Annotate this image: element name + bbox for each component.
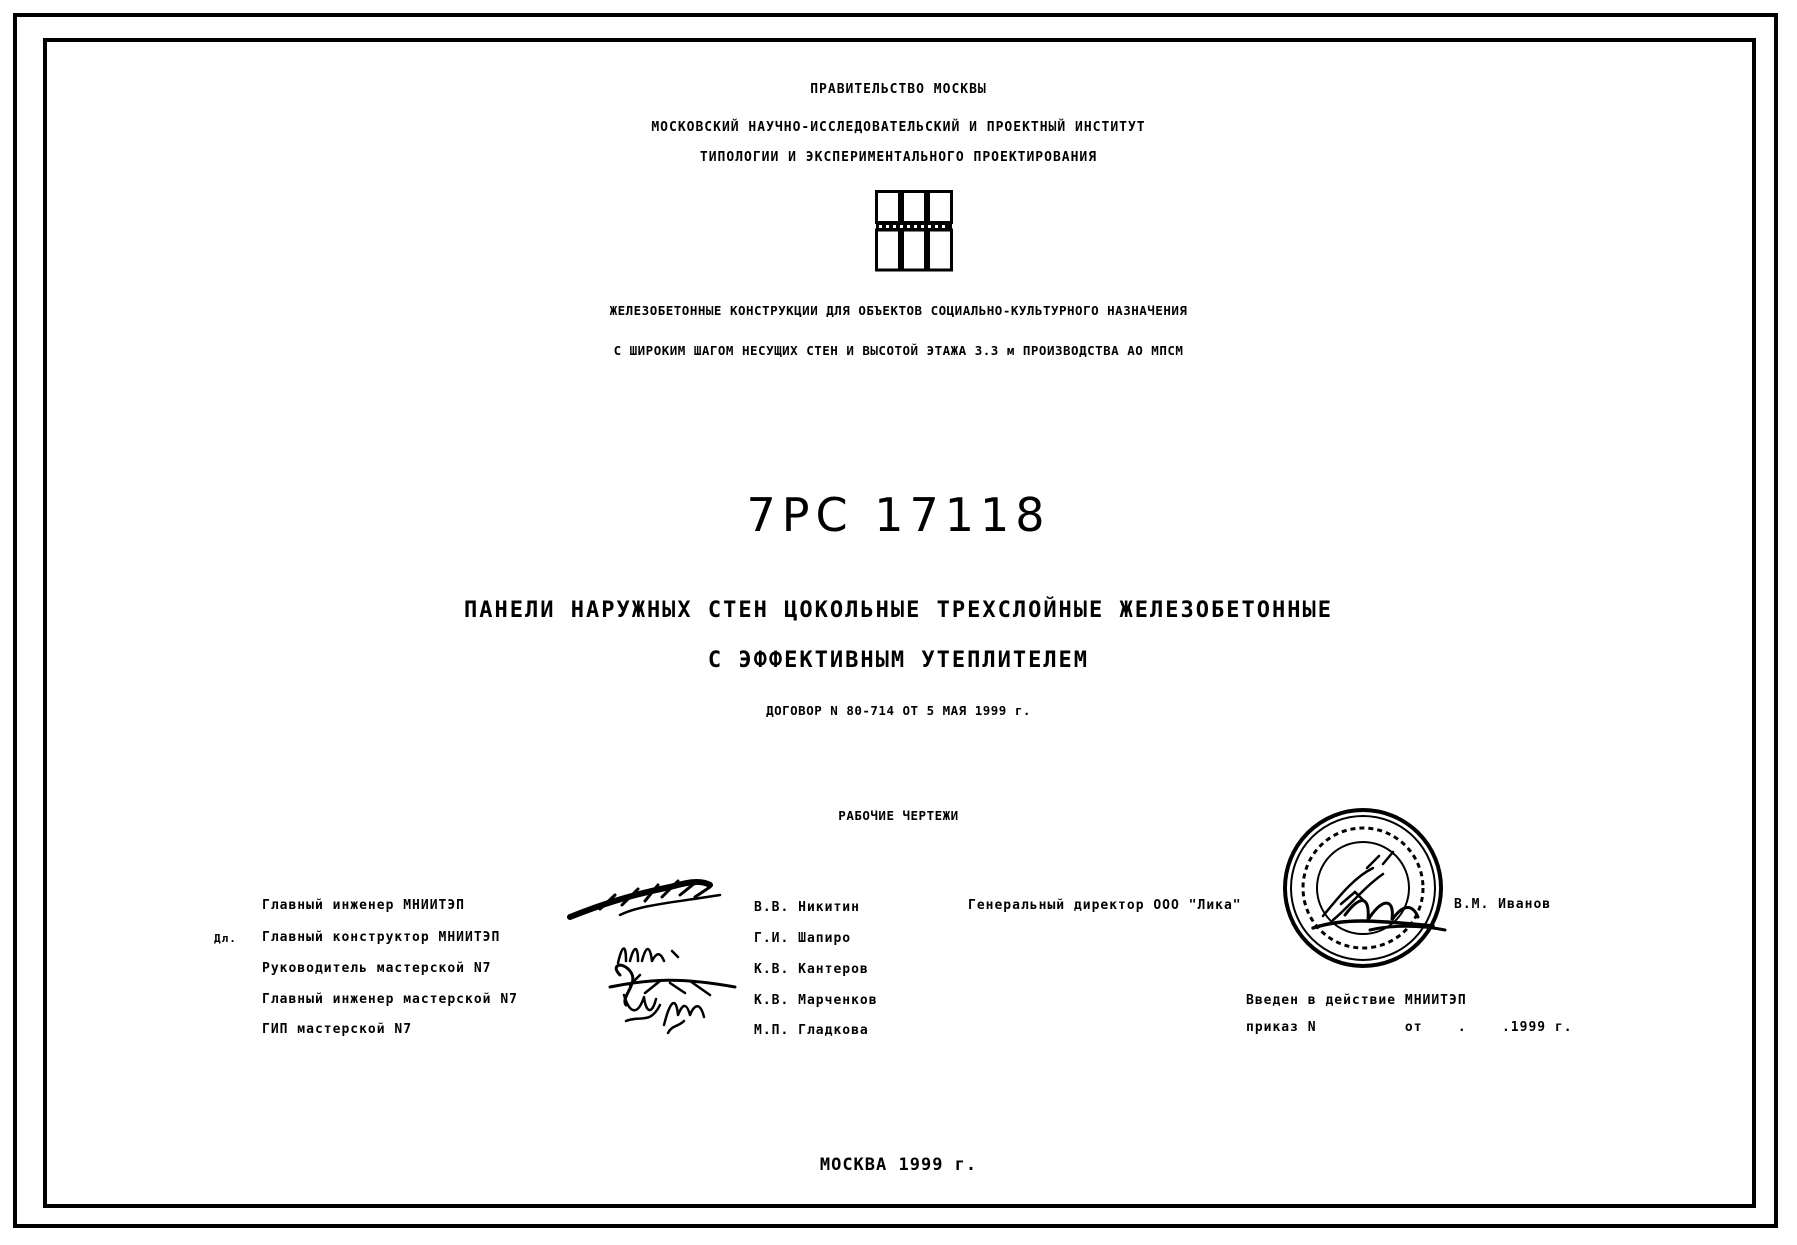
- title-line-2: С ЭФФЕКТИВНЫМ УТЕПЛИТЕЛЕМ: [707, 648, 1090, 673]
- director-position: Генеральный директор ООО "Лика": [968, 898, 1242, 913]
- signatory-name: М.П. Гладкова: [754, 1023, 869, 1038]
- handwritten-signatures: [560, 865, 760, 1045]
- signatory-name: К.В. Марченков: [754, 993, 878, 1008]
- city-year: МОСКВА 1999 г.: [819, 1155, 978, 1175]
- document-type: РАБОЧИЕ ЧЕРТЕЖИ: [838, 808, 959, 823]
- contract-line: ДОГОВОР N 80-714 ОТ 5 МАЯ 1999 г.: [766, 703, 1031, 718]
- signatory-position: Руководитель мастерской N7: [262, 961, 492, 976]
- signatory-position: Главный конструктор МНИИТЭП: [262, 930, 501, 945]
- institute-logo: [875, 190, 953, 272]
- signatory-position: ГИП мастерской N7: [262, 1022, 413, 1037]
- org-line-3: ТИПОЛОГИИ И ЭКСПЕРИМЕНТАЛЬНОГО ПРОЕКТИРОВАНИЯ: [699, 150, 1098, 165]
- signatory-name: К.В. Кантеров: [754, 962, 869, 977]
- signatory-position: Главный инженер мастерской N7: [262, 992, 518, 1007]
- enactment-line-2: приказ N от . .1999 г.: [1246, 1020, 1573, 1035]
- director-signature: [1340, 875, 1450, 945]
- title-line-1: ПАНЕЛИ НАРУЖНЫХ СТЕН ЦОКОЛЬНЫЕ ТРЕХСЛОЙНЫЕ ЖЕЛЕЗОБЕТОННЫЕ: [464, 598, 1333, 623]
- org-line-1: ПРАВИТЕЛЬСТВО МОСКВЫ: [810, 82, 987, 97]
- signatory-name: Г.И. Шапиро: [754, 931, 852, 946]
- margin-note: Дл.: [214, 932, 237, 945]
- series-line-1: ЖЕЛЕЗОБЕТОННЫЕ КОНСТРУКЦИИ ДЛЯ ОБЪЕКТОВ СОЦИАЛЬНО-КУЛЬТУРНОГО НАЗНАЧЕНИЯ: [609, 303, 1188, 318]
- signatory-position: Главный инженер МНИИТЭП: [262, 898, 466, 913]
- enactment-line-1: Введен в действие МНИИТЭП: [1246, 993, 1467, 1008]
- series-line-2: С ШИРОКИМ ШАГОМ НЕСУЩИХ СТЕН И ВЫСОТОЙ ЭТАЖА 3.3 м ПРОИЗВОДСТВА АО МПСМ: [613, 343, 1184, 358]
- director-name: В.М. Иванов: [1454, 897, 1552, 912]
- signatory-name: В.В. Никитин: [754, 900, 860, 915]
- document-code: 7РС 17118: [746, 488, 1051, 542]
- org-line-2: МОСКОВСКИЙ НАУЧНО-ИССЛЕДОВАТЕЛЬСКИЙ И ПРОЕКТНЫЙ ИНСТИТУТ: [651, 120, 1146, 135]
